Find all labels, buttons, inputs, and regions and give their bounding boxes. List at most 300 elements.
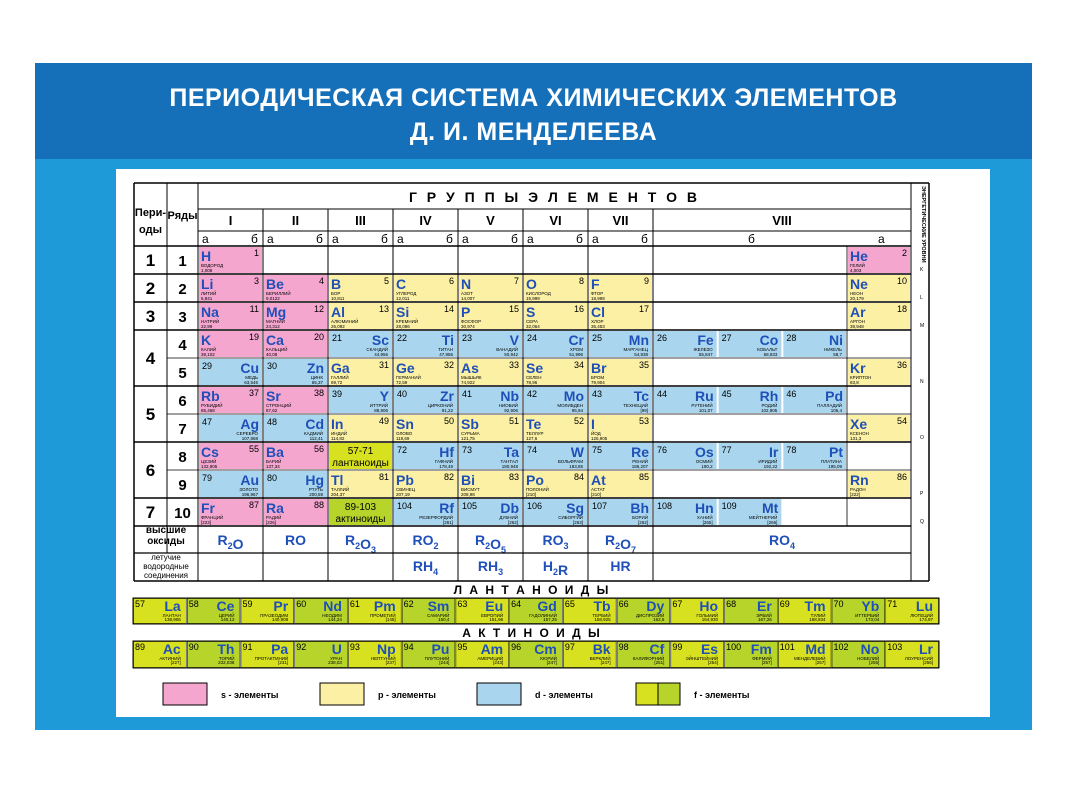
element-name: АРГОН <box>850 319 865 324</box>
element-Au[interactable] <box>199 471 262 497</box>
element-W[interactable] <box>524 443 587 469</box>
actinoid-Th[interactable] <box>187 641 240 668</box>
element-Cd[interactable] <box>264 415 327 441</box>
element-name: ТОРИЙ <box>218 656 235 661</box>
element-symbol: Bh <box>630 500 649 516</box>
placeholder-label: лантаноиды <box>332 458 389 469</box>
element-N[interactable] <box>459 275 522 301</box>
element-At[interactable] <box>589 471 652 497</box>
element-Cu[interactable] <box>199 359 262 385</box>
element-name: БОР <box>331 291 341 296</box>
element-name: ОЛОВО <box>396 431 413 436</box>
actinoid-Pa[interactable] <box>241 641 294 668</box>
atomic-number: 86 <box>896 472 907 482</box>
element-Ta[interactable] <box>459 443 522 469</box>
element-name: ПРОТАКТИНИЙ <box>254 656 289 661</box>
atomic-number: 26 <box>657 333 668 343</box>
atomic-number: 67 <box>672 599 683 609</box>
actinoid-Am[interactable] <box>456 641 509 668</box>
atomic-mass: 15,999 <box>526 296 540 301</box>
group-number-II: II <box>291 213 300 228</box>
atomic-number: 57 <box>135 599 146 609</box>
atomic-mass: [226] <box>266 520 277 525</box>
actinoid-Fm[interactable] <box>725 641 778 668</box>
element-He[interactable] <box>848 247 910 273</box>
atomic-number: 40 <box>397 389 408 399</box>
element-Xe[interactable] <box>848 415 910 441</box>
atomic-number: 41 <box>462 389 473 399</box>
actinoid-No[interactable] <box>832 641 885 668</box>
actinoid-Cm[interactable] <box>510 641 563 668</box>
element-P[interactable] <box>459 303 522 329</box>
atomic-mass: 158,925 <box>594 617 611 622</box>
element-symbol: H <box>201 248 212 264</box>
element-Rf[interactable] <box>394 499 457 525</box>
element-symbol: Ni <box>829 332 843 348</box>
lanthanoid-Eu[interactable] <box>456 598 509 624</box>
element-name: ИТТЕРБИЙ <box>855 613 880 618</box>
element-symbol: Sg <box>566 500 584 516</box>
atomic-mass: 183,85 <box>569 464 583 469</box>
element-symbol: As <box>461 360 479 376</box>
element-name: ЦИРКОНИЙ <box>427 403 453 408</box>
legend-swatch <box>163 683 207 705</box>
atomic-mass: 58,7 <box>833 352 842 357</box>
element-name: ВОДОРОД <box>201 263 224 268</box>
atomic-number: 21 <box>332 333 343 343</box>
element-Ti[interactable] <box>394 331 457 357</box>
element-name: АЛЮМИНИЙ <box>331 319 359 324</box>
atomic-number: 98 <box>618 642 629 652</box>
atomic-mass: 137,34 <box>266 464 280 469</box>
atomic-number: 2 <box>901 248 907 258</box>
group-number-I: I <box>228 213 233 228</box>
atomic-number: 39 <box>332 389 343 399</box>
element-symbol: F <box>591 276 600 292</box>
element-C[interactable] <box>394 275 457 301</box>
element-symbol: Os <box>694 444 714 460</box>
element-Co[interactable] <box>719 331 782 357</box>
atomic-number: 60 <box>296 599 307 609</box>
element-name: ФЕРМИЙ <box>752 656 772 661</box>
element-Hf[interactable] <box>394 443 457 469</box>
atomic-mass: 44,956 <box>374 352 388 357</box>
atomic-number: 47 <box>202 417 213 427</box>
atomic-number: 54 <box>896 416 907 426</box>
element-symbol: Ca <box>266 332 284 348</box>
atomic-number: 28 <box>786 333 797 343</box>
element-Fr[interactable] <box>199 499 262 525</box>
energy-levels-header: ЭНЕРГЕТИЧЕСКИЕ УРОВНИ <box>920 186 926 263</box>
element-Sb[interactable] <box>459 415 522 441</box>
element-Ga[interactable] <box>329 359 392 385</box>
hydride-RH3: $RH_3$ <box>477 558 504 577</box>
element-Te[interactable] <box>524 415 587 441</box>
element-Os[interactable] <box>654 443 717 469</box>
element-H[interactable] <box>199 247 262 273</box>
atomic-mass: 79,904 <box>591 380 605 385</box>
element-Bh[interactable] <box>589 499 652 525</box>
oxide-R2O7: $R_2O_7$ <box>604 532 637 555</box>
element-Pd[interactable] <box>783 387 846 413</box>
atomic-number: 73 <box>462 445 473 455</box>
element-Be[interactable] <box>264 275 327 301</box>
element-Y[interactable] <box>329 387 392 413</box>
element-Ne[interactable] <box>848 275 910 301</box>
element-name: ЦИНК <box>310 375 323 380</box>
atomic-number: 69 <box>779 599 790 609</box>
element-Bi[interactable] <box>459 471 522 497</box>
atomic-mass: 126,905 <box>591 436 608 441</box>
element-name: СТРОНЦИЙ <box>266 403 292 408</box>
atomic-mass: 186,207 <box>631 464 648 469</box>
element-In[interactable] <box>329 415 392 441</box>
element-Tc[interactable] <box>589 387 652 413</box>
element-Ba[interactable] <box>264 443 327 469</box>
element-name: ИТТРИЙ <box>369 403 388 408</box>
element-Rb[interactable] <box>199 387 262 413</box>
atomic-mass: [237] <box>385 660 396 665</box>
shell-letter: Q <box>920 519 924 525</box>
actinoid-Ac[interactable] <box>134 641 187 668</box>
atomic-mass: 6,941 <box>201 296 213 301</box>
atomic-number: 100 <box>726 642 742 652</box>
atomic-mass: 20,179 <box>850 296 864 301</box>
element-Na[interactable] <box>199 303 262 329</box>
legend-swatch-f2 <box>658 683 680 705</box>
element-Cs[interactable] <box>199 443 262 469</box>
lanthanoid-Nd[interactable] <box>295 598 348 624</box>
atomic-number: 16 <box>573 304 584 314</box>
element-F[interactable] <box>589 275 652 301</box>
element-symbol: Am <box>480 641 504 657</box>
element-Db[interactable] <box>459 499 522 525</box>
placeholder-label: актиноиды <box>335 514 386 525</box>
atomic-number: 10 <box>896 276 907 286</box>
element-Ar[interactable] <box>848 303 910 329</box>
atomic-number: 51 <box>508 416 519 426</box>
element-name: ВИСМУТ <box>461 487 480 492</box>
atomic-mass: [244] <box>439 660 450 665</box>
atomic-number: 14 <box>443 304 454 314</box>
atomic-mass: [210] <box>526 492 537 497</box>
lanthanoid-Er[interactable] <box>725 598 778 624</box>
atomic-number: 45 <box>721 389 732 399</box>
legend-swatch <box>320 683 364 705</box>
atomic-number: 30 <box>267 361 278 371</box>
element-Sn[interactable] <box>394 415 457 441</box>
atomic-number: 31 <box>378 360 389 370</box>
atomic-number: 35 <box>638 360 649 370</box>
element-Ni[interactable] <box>783 331 846 357</box>
legend-label: p - элементы <box>378 690 436 700</box>
subgroup-b: б <box>251 232 258 246</box>
atomic-mass: 85,468 <box>201 408 215 413</box>
element-name: КОБАЛЬТ <box>757 347 778 352</box>
element-Sr[interactable] <box>264 387 327 413</box>
legend-d <box>477 683 593 705</box>
element-K[interactable] <box>199 331 262 357</box>
atomic-number: 97 <box>564 642 575 652</box>
atomic-mass: 18,998 <box>591 296 605 301</box>
atomic-number: 8 <box>578 276 584 286</box>
element-symbol: Sr <box>266 388 281 404</box>
element-symbol: K <box>201 332 212 348</box>
subgroup-b-8: б <box>748 232 755 246</box>
element-I[interactable] <box>589 415 652 441</box>
actinoid-U[interactable] <box>295 641 348 668</box>
placeholder-lanthanoids[interactable] <box>329 443 392 469</box>
oxide-RO3: $RO_3$ <box>542 532 569 551</box>
element-Hg[interactable] <box>264 471 327 497</box>
oxide-R2O5: $R_2O_5$ <box>474 532 507 555</box>
actinoid-Es[interactable] <box>671 641 724 668</box>
element-Tl[interactable] <box>329 471 392 497</box>
element-name: ХЛОР <box>591 319 604 324</box>
atomic-number: 66 <box>618 599 629 609</box>
atomic-mass: 72,59 <box>396 380 408 385</box>
element-Sg[interactable] <box>524 499 587 525</box>
element-symbol: Co <box>759 332 779 348</box>
element-Kr[interactable] <box>848 359 910 385</box>
lanthanoid-Yb[interactable] <box>832 598 885 624</box>
element-symbol: S <box>526 304 536 320</box>
lanthanoid-Ce[interactable] <box>187 598 240 624</box>
element-symbol: Ti <box>441 332 454 348</box>
element-Mn[interactable] <box>589 331 652 357</box>
element-name: СУРЬМА <box>461 431 480 436</box>
element-Mt[interactable] <box>719 499 782 525</box>
element-name: АСТАТ <box>591 487 606 492</box>
shell-letter: L <box>920 295 923 301</box>
element-Ru[interactable] <box>654 387 717 413</box>
element-name: ВАНАДИЙ <box>496 347 518 352</box>
element-O[interactable] <box>524 275 587 301</box>
placeholder-range: 57-71 <box>347 446 374 457</box>
element-name: ЦЕЗИЙ <box>201 459 217 464</box>
element-name: АЗОТ <box>461 291 473 296</box>
element-symbol: Rn <box>850 472 869 488</box>
element-Po[interactable] <box>524 471 587 497</box>
actinoid-Np[interactable] <box>348 641 401 668</box>
atomic-number: 84 <box>573 472 584 482</box>
element-name: БАРИЙ <box>266 459 282 464</box>
element-Al[interactable] <box>329 303 392 329</box>
element-symbol: Tc <box>633 388 649 404</box>
actinoid-Md[interactable] <box>778 641 831 668</box>
element-Ca[interactable] <box>264 331 327 357</box>
element-symbol: Pm <box>373 598 396 614</box>
atomic-mass: 114,82 <box>331 436 345 441</box>
atomic-mass: [266] <box>767 520 778 525</box>
element-Ag[interactable] <box>199 415 262 441</box>
atomic-mass: 39,102 <box>201 352 215 357</box>
legend-swatch-f1 <box>636 683 658 705</box>
element-As[interactable] <box>459 359 522 385</box>
atomic-number: 96 <box>511 642 522 652</box>
element-B[interactable] <box>329 275 392 301</box>
element-symbol: Tb <box>593 598 611 614</box>
element-Zr[interactable] <box>394 387 457 413</box>
atomic-mass: 180,948 <box>501 464 518 469</box>
atomic-number: 24 <box>527 333 538 343</box>
atomic-mass: 204,37 <box>331 492 345 497</box>
atomic-mass: 10,811 <box>331 296 345 301</box>
atomic-number: 34 <box>573 360 584 370</box>
element-name: КАДМИЙ <box>303 431 323 436</box>
atomic-mass: [262] <box>637 520 648 525</box>
element-Br[interactable] <box>589 359 652 385</box>
element-symbol: Pa <box>271 641 289 657</box>
atomic-number: 4 <box>318 276 324 286</box>
element-name: СКАНДИЙ <box>366 347 388 352</box>
atomic-number: 88 <box>313 500 324 510</box>
lanthanoid-Pm[interactable] <box>348 598 401 624</box>
element-symbol: Ag <box>240 416 259 432</box>
element-symbol: La <box>164 598 181 614</box>
atomic-number: 79 <box>202 473 213 483</box>
element-symbol: Sm <box>427 598 450 614</box>
element-name: ЙОД <box>591 431 601 436</box>
element-symbol: Cf <box>649 641 665 657</box>
element-Si[interactable] <box>394 303 457 329</box>
element-V[interactable] <box>459 331 522 357</box>
atomic-mass: 190,2 <box>701 464 713 469</box>
element-name: ЭЙНШТЕЙНИЙ <box>685 656 719 661</box>
atomic-number: 72 <box>397 445 408 455</box>
title-line-2: Д. И. МЕНДЕЛЕЕВА <box>409 118 658 146</box>
period-number-6: 6 <box>145 461 156 480</box>
element-Rh[interactable] <box>719 387 782 413</box>
element-name: БРОМ <box>591 375 605 380</box>
element-symbol: Mt <box>762 500 779 516</box>
element-name: ХРОМ <box>569 347 583 352</box>
element-name: НАТРИЙ <box>201 319 220 324</box>
element-Se[interactable] <box>524 359 587 385</box>
element-name: УРАН <box>330 656 342 661</box>
element-symbol: Cs <box>201 444 219 460</box>
actinoid-Lr[interactable] <box>886 641 939 668</box>
atomic-mass: 12,011 <box>396 296 410 301</box>
placeholder-actinoids[interactable] <box>329 499 392 525</box>
element-name: ЕВРОПИЙ <box>481 613 504 618</box>
element-Ra[interactable] <box>264 499 327 525</box>
atomic-number: 19 <box>248 332 259 342</box>
element-name: ПРОМЕТИЙ <box>370 613 396 618</box>
atomic-number: 75 <box>592 445 603 455</box>
element-name: СЕРЕБРО <box>236 431 258 436</box>
atomic-number: 71 <box>887 599 898 609</box>
atomic-number: 103 <box>887 642 903 652</box>
lanthanoid-Sm[interactable] <box>402 598 455 624</box>
lanthanoid-Tb[interactable] <box>563 598 616 624</box>
atomic-mass: [263] <box>572 520 583 525</box>
element-name: КАЛИФОРНИЙ <box>632 656 665 661</box>
row-number-9: 9 <box>178 477 187 494</box>
atomic-number: 37 <box>248 388 259 398</box>
atomic-number: 53 <box>638 416 649 426</box>
lanthanoid-Ho[interactable] <box>671 598 724 624</box>
element-Rn[interactable] <box>848 471 910 497</box>
atomic-number: 58 <box>188 599 199 609</box>
oxide-R2O3: $R_2O_3$ <box>344 532 377 555</box>
element-Pb[interactable] <box>394 471 457 497</box>
element-name: ЗОЛОТО <box>239 487 258 492</box>
placeholder-range: 89-103 <box>344 502 377 513</box>
atomic-number: 55 <box>248 444 259 454</box>
element-Hn[interactable] <box>654 499 717 525</box>
element-symbol: Tl <box>331 472 344 488</box>
element-symbol: Hn <box>694 500 714 516</box>
atomic-mass: 173,04 <box>865 617 880 622</box>
element-Ge[interactable] <box>394 359 457 385</box>
atomic-mass: 144,24 <box>328 617 342 622</box>
period-number-1: 1 <box>145 251 156 270</box>
group-number-VIII: VIII <box>772 213 792 228</box>
element-Fe[interactable] <box>654 331 717 357</box>
lanthanoid-Gd[interactable] <box>510 598 563 624</box>
atomic-number: 9 <box>643 276 649 286</box>
lanthanoid-Lu[interactable] <box>886 598 939 624</box>
element-Mo[interactable] <box>524 387 587 413</box>
lanthanoid-Dy[interactable] <box>617 598 670 624</box>
element-Zn[interactable] <box>264 359 327 385</box>
atomic-mass: [210] <box>591 492 602 497</box>
atomic-number: 82 <box>443 472 454 482</box>
atomic-number: 52 <box>573 416 584 426</box>
subgroup-b: б <box>316 232 323 246</box>
element-Mg[interactable] <box>264 303 327 329</box>
element-Nb[interactable] <box>459 387 522 413</box>
actinoid-Bk[interactable] <box>563 641 616 668</box>
lanthanoid-La[interactable] <box>134 598 187 624</box>
subgroup-b: б <box>641 232 648 246</box>
subgroup-b: б <box>576 232 583 246</box>
element-symbol: Sn <box>396 416 414 432</box>
atomic-mass: [254] <box>708 660 719 665</box>
element-name: ПОЛОНИЙ <box>526 487 549 492</box>
element-Li[interactable] <box>199 275 262 301</box>
element-name: СИБОРГИЙ <box>558 515 583 520</box>
element-Cl[interactable] <box>589 303 652 329</box>
actinoid-Cf[interactable] <box>617 641 670 668</box>
atomic-number: 22 <box>397 333 408 343</box>
element-name: ДИСПРОЗИЙ <box>635 613 665 618</box>
atomic-mass: 32,064 <box>526 324 540 329</box>
actinoid-Pu[interactable] <box>402 641 455 668</box>
lanthanoid-Tm[interactable] <box>778 598 831 624</box>
lanthanoid-Pr[interactable] <box>241 598 294 624</box>
atomic-mass: 127,6 <box>526 436 538 441</box>
element-S[interactable] <box>524 303 587 329</box>
element-Ir[interactable] <box>719 443 782 469</box>
element-Re[interactable] <box>589 443 652 469</box>
atomic-number: 33 <box>508 360 519 370</box>
row-number-3: 3 <box>178 309 187 326</box>
atomic-number: 13 <box>378 304 389 314</box>
atomic-number: 7 <box>513 276 519 286</box>
hydride-RH4: $RH_4$ <box>412 558 439 577</box>
element-Cr[interactable] <box>524 331 587 357</box>
element-symbol: I <box>591 416 595 432</box>
element-Sc[interactable] <box>329 331 392 357</box>
atomic-mass: 131,3 <box>850 436 862 441</box>
element-name: ФТОР <box>591 291 604 296</box>
element-symbol: Pd <box>825 388 843 404</box>
element-symbol: Al <box>331 304 345 320</box>
element-Pt[interactable] <box>783 443 846 469</box>
atomic-mass: 118,69 <box>396 436 410 441</box>
